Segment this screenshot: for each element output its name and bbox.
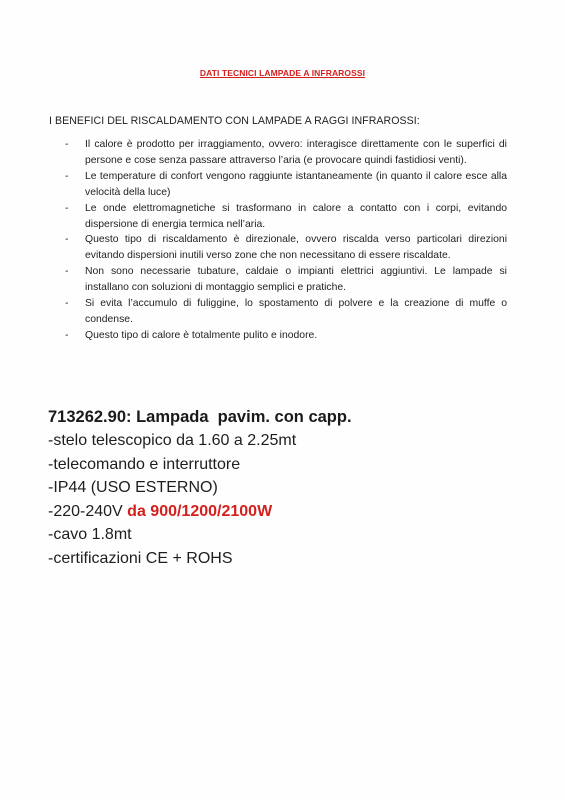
benefit-text: Questo tipo di riscaldamento è direzionale, ovvero riscalda verso particolari direzioni evitando dispersioni inutili verso zone che non necessitano di essere riscaldate. [85,234,507,262]
spec-line-power [48,500,352,524]
list-item [63,328,507,344]
voltage-text: -220-240V [48,502,128,520]
list-item [63,169,507,201]
benefits-heading: I BENEFICI DEL RISCALDAMENTO CON LAMPADE A RAGGI INFRAROSSI: [49,115,420,127]
product-name: 713262.90: Lampada pavim. con capp. [48,408,352,426]
benefit-text: Le temperature di confort vengono raggiunte istantaneamente (in quanto il calore esce alla velocità della luce) [85,170,507,198]
bullet-dash: - [65,266,69,278]
bullet-dash: - [65,139,69,150]
bullet-dash: - [65,329,69,341]
list-item [63,264,507,296]
benefit-text: Le onde elettromagnetiche si trasformano in calore a contatto con i corpi, evitando dispersione di energia termica nell’aria. [85,202,507,230]
benefit-text: Questo tipo di calore è totalmente pulito e inodore. [85,329,318,341]
bullet-dash: - [65,170,69,182]
bullet-dash: - [65,298,69,310]
spec-line: -certificazioni CE + ROHS [48,549,233,567]
list-item [63,201,507,233]
benefit-text: Si evita l’accumulo di fuliggine, lo spostamento di polvere e la creazione di muffe o condense. [85,298,507,325]
list-item [63,137,507,169]
benefit-text: Non sono necessarie tubature, caldaie o impianti elettrici aggiuntivi. Le lampade si installano con soluzioni di montaggio semplici e pratiche. [85,266,507,294]
power-highlight: da 900/1200/2100W [127,502,273,520]
benefits-list [63,137,507,344]
bullet-dash: - [65,234,69,246]
bullet-dash: - [65,202,69,214]
spec-line: -cavo 1.8mt [48,526,132,543]
list-item [63,232,507,264]
benefit-text: Il calore è prodotto per irraggiamento, ovvero: interagisce direttamente con le superfici di persone e cose senza passare attraverso l’aria (e provocare quindi fastidiosi venti). [85,139,507,166]
document-title: DATI TECNICI LAMPADE A INFRAROSSI [199,68,366,78]
spec-line: -telecomando e interruttore [48,455,241,473]
spec-line: -stelo telescopico da 1.60 a 2.25mt [48,432,297,449]
spec-line: -IP44 (USO ESTERNO) [48,479,218,496]
product-specs [48,405,352,570]
list-item [63,296,507,328]
